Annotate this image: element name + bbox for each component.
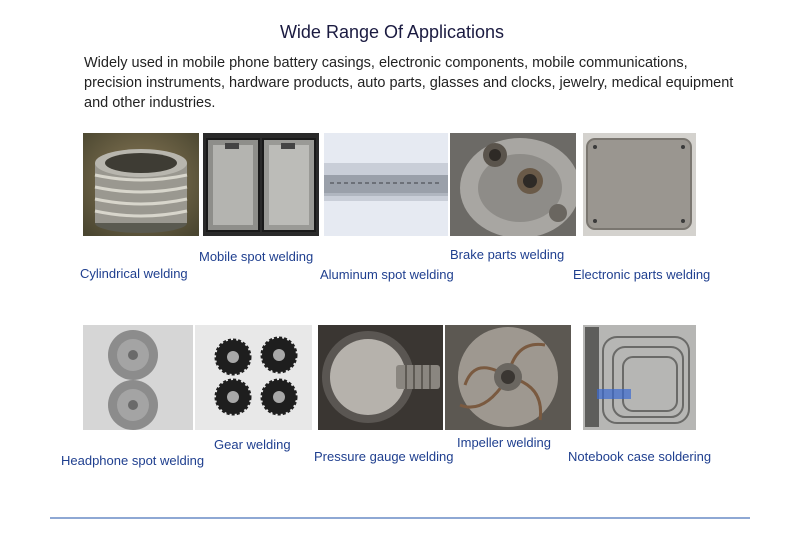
electronic-parts-welding-photo bbox=[583, 133, 696, 236]
cylindrical-welding-photo bbox=[83, 133, 199, 236]
caption-headphone-spot-welding: Headphone spot welding bbox=[61, 453, 205, 468]
caption-aluminum-spot-welding: Aluminum spot welding bbox=[320, 267, 454, 282]
gear-welding-photo bbox=[195, 325, 312, 430]
caption-pressure-gauge-welding: Pressure gauge welding bbox=[314, 449, 454, 464]
impeller-welding-photo bbox=[445, 325, 571, 430]
intro-paragraph: Widely used in mobile phone battery casings, electronic components, mobile communications, precision instruments, hardware products, auto parts, glasses and clocks, jewelry, medical equipment and other industries. bbox=[84, 55, 734, 111]
caption-impeller-welding: Impeller welding bbox=[457, 435, 551, 450]
caption-cylindrical-welding: Cylindrical welding bbox=[80, 266, 188, 281]
pressure-gauge-welding-photo bbox=[318, 325, 443, 430]
caption-mobile-spot-welding: Mobile spot welding bbox=[199, 249, 314, 264]
page-title: Wide Range Of Applications bbox=[279, 22, 505, 42]
caption-gear-welding: Gear welding bbox=[214, 437, 291, 452]
caption-electronic-parts-welding: Electronic parts welding bbox=[573, 267, 711, 282]
notebook-case-soldering-photo bbox=[583, 325, 696, 430]
mobile-spot-welding-photo bbox=[203, 133, 319, 236]
caption-notebook-case-soldering: Notebook case soldering bbox=[568, 449, 712, 464]
brake-parts-welding-photo bbox=[450, 133, 576, 236]
bottom-divider bbox=[50, 517, 750, 519]
caption-brake-parts-welding: Brake parts welding bbox=[450, 247, 565, 262]
headphone-spot-welding-photo bbox=[83, 325, 193, 430]
aluminum-spot-welding-photo bbox=[324, 133, 448, 236]
